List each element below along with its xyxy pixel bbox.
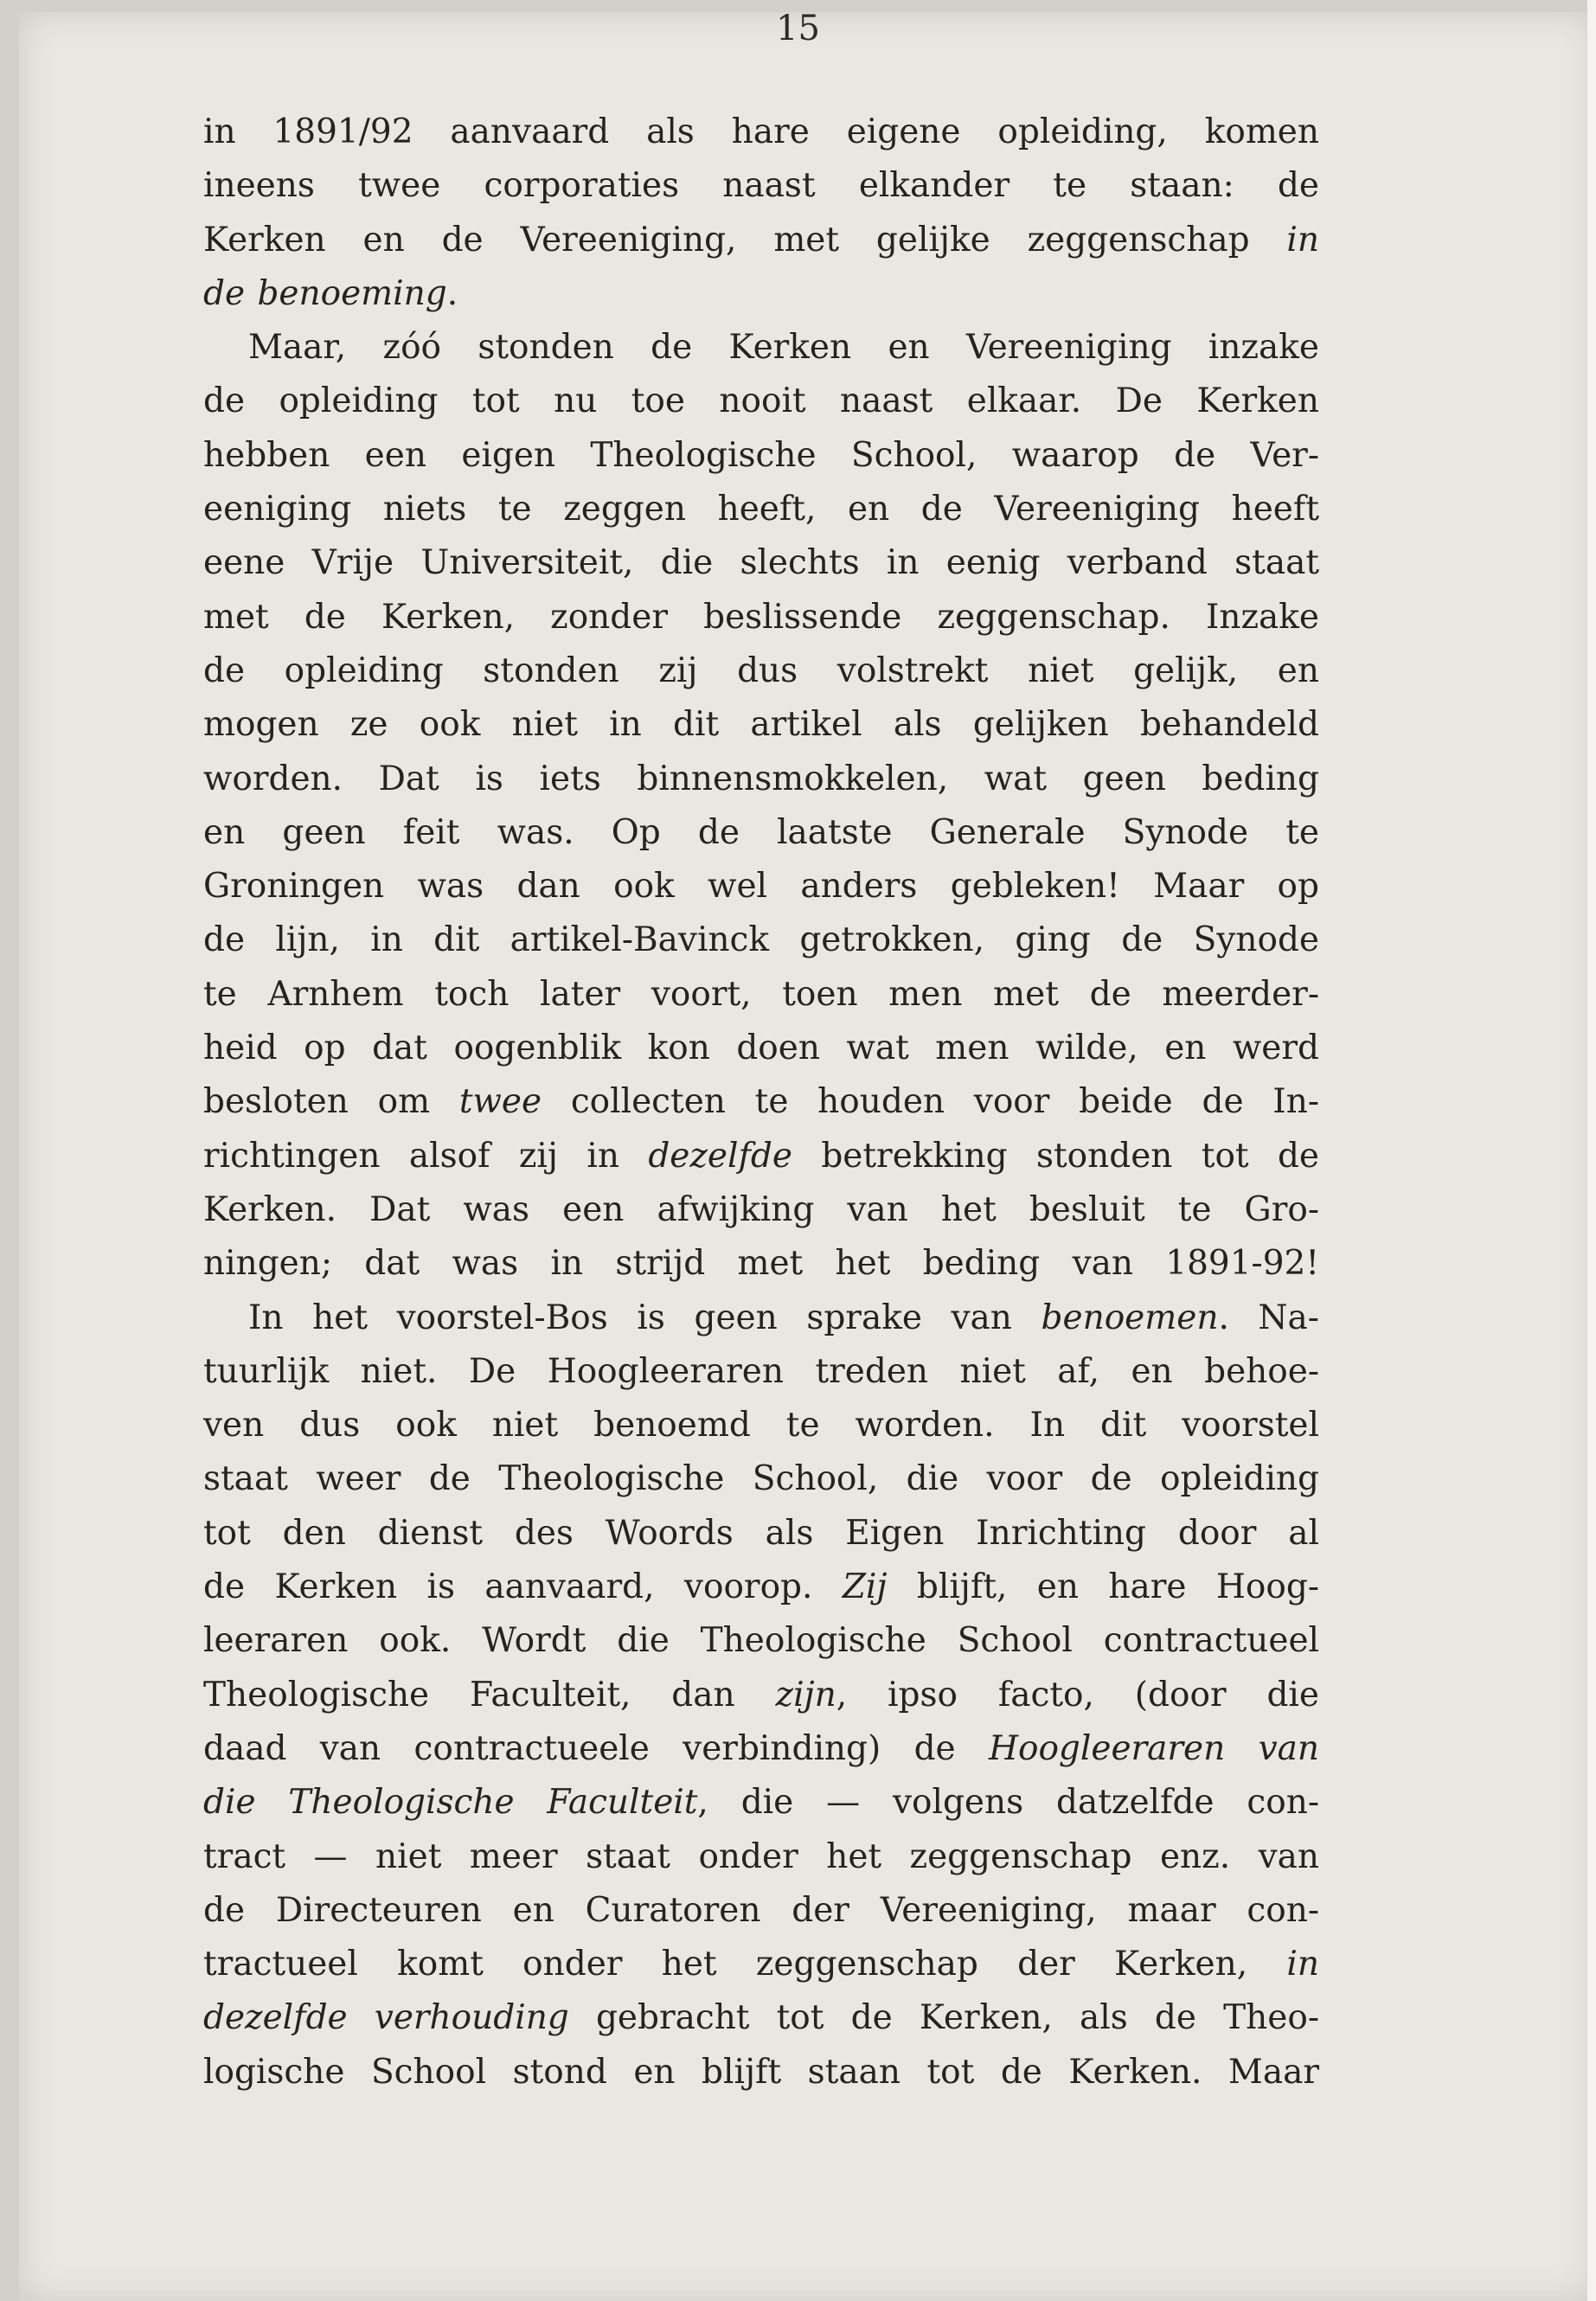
text-segment: staat weer de Theologische School, die voor de opleiding xyxy=(203,1459,1319,1499)
text-segment: de opleiding tot nu toe nooit naast elkaar. De Kerken xyxy=(203,381,1319,421)
text-segment: tot den dienst des Woords als Eigen Inrichting door al xyxy=(203,1513,1319,1553)
text-line xyxy=(203,806,1319,860)
text-segment: . Na- xyxy=(1218,1298,1319,1337)
italic-text: Zij xyxy=(842,1567,888,1607)
text-line xyxy=(203,1991,1319,2045)
text-line xyxy=(203,1507,1319,1561)
text-segment: Theologische Faculteit, dan xyxy=(203,1675,776,1715)
text-line xyxy=(203,1884,1319,1938)
text-line xyxy=(203,375,1319,428)
italic-text: twee xyxy=(458,1082,542,1122)
text-segment: de Directeuren en Curatoren der Vereeniging, maar con- xyxy=(203,1890,1319,1930)
italic-text: de benoeming xyxy=(203,273,447,313)
text-segment: eene Vrije Universiteit, die slechts in eenig verband staat xyxy=(203,543,1319,583)
text-line xyxy=(203,968,1319,1022)
text-segment: en geen feit was. Op de laatste Generale Synode te xyxy=(203,812,1319,852)
text-line xyxy=(203,1345,1319,1399)
text-line xyxy=(203,1776,1319,1830)
text-line xyxy=(203,1130,1319,1183)
text-line xyxy=(203,536,1319,590)
text-line xyxy=(203,1938,1319,1991)
text-segment: hebben een eigen Theologische School, waarop de Ver- xyxy=(203,435,1319,475)
text-line xyxy=(203,1183,1319,1237)
text-line xyxy=(203,1399,1319,1452)
text-segment: , ipso facto, (door die xyxy=(836,1675,1319,1715)
italic-text: Hoogleeraren van xyxy=(988,1728,1319,1768)
text-line xyxy=(203,1830,1319,1884)
text-line xyxy=(203,159,1319,213)
text-segment: leeraren ook. Wordt die Theologische School contractueel xyxy=(203,1621,1319,1661)
italic-text: zijn xyxy=(775,1675,836,1715)
text-segment: richtingen alsof zij in xyxy=(203,1136,649,1176)
text-line xyxy=(203,1022,1319,1075)
text-segment: de Kerken is aanvaard, voorop. xyxy=(203,1567,843,1607)
text-segment: heid op dat oogenblik kon doen wat men wilde, en werd xyxy=(203,1029,1319,1068)
text-segment: de opleiding stonden zij dus volstrekt niet gelijk, en xyxy=(203,651,1319,690)
text-segment: te Arnhem toch later voort, toen men met de meerder- xyxy=(203,974,1319,1014)
text-line xyxy=(203,1614,1319,1668)
text-segment: . xyxy=(446,273,458,313)
text-segment: logische School stond en blijft staan tot de Kerken. Maar xyxy=(203,2052,1319,2092)
text-segment: tract — niet meer staat onder het zeggenschap enz. van xyxy=(203,1836,1319,1876)
text-segment: tuurlijk niet. De Hoogleeraren treden niet af, en behoe- xyxy=(203,1351,1319,1391)
text-line xyxy=(203,1722,1319,1776)
italic-text: dezelfde verhouding xyxy=(203,1998,569,2038)
text-line xyxy=(203,321,1319,375)
text-line xyxy=(203,1292,1319,1345)
text-segment: ven dus ook niet benoemd te worden. In dit voorstel xyxy=(203,1406,1319,1445)
text-segment: betrekking stonden tot de xyxy=(792,1136,1320,1176)
text-line xyxy=(203,860,1319,913)
text-segment: daad van contractueele verbinding) de xyxy=(203,1728,989,1768)
page-number: 15 xyxy=(776,9,820,48)
text-segment: Kerken en de Vereeniging, met gelijke zeggenschap xyxy=(203,220,1287,260)
text-line xyxy=(203,1075,1319,1129)
text-line xyxy=(203,2046,1319,2099)
text-line xyxy=(203,698,1319,752)
text-segment: tractueel komt onder het zeggenschap der Kerken, xyxy=(203,1945,1287,1984)
italic-text: in xyxy=(1286,1945,1319,1984)
text-segment: ningen; dat was in strijd met het beding van 1891-92! xyxy=(203,1244,1319,1284)
text-segment: de lijn, in dit artikel-Bavinck getrokken, ging de Synode xyxy=(203,920,1319,960)
italic-text: in xyxy=(1286,220,1319,260)
text-line xyxy=(203,267,1319,321)
text-segment: eeniging niets te zeggen heeft, en de Vereeniging heeft xyxy=(203,490,1319,529)
body-text xyxy=(203,106,1319,2099)
text-line xyxy=(203,1452,1319,1506)
text-line xyxy=(203,753,1319,806)
text-segment: mogen ze ook niet in dit artikel als gelijken behandeld xyxy=(203,705,1319,745)
text-line xyxy=(203,1237,1319,1291)
text-segment: met de Kerken, zonder beslissende zeggenschap. Inzake xyxy=(203,597,1319,637)
text-line xyxy=(203,644,1319,698)
text-segment: ineens twee corporaties naast elkander te staan: de xyxy=(203,166,1319,206)
italic-text: dezelfde xyxy=(648,1136,792,1176)
text-line xyxy=(203,214,1319,267)
text-segment: gebracht tot de Kerken, als de Theo- xyxy=(568,1998,1319,2038)
text-segment: , die — volgens datzelfde con- xyxy=(697,1783,1319,1823)
text-segment: blijft, en hare Hoog- xyxy=(887,1567,1319,1607)
text-segment: in 1891/92 aanvaard als hare eigene opleiding, komen xyxy=(203,112,1319,151)
text-line xyxy=(203,106,1319,159)
text-segment: Maar, zóó stonden de Kerken en Vereeniging inzake xyxy=(248,328,1319,368)
italic-text: benoemen xyxy=(1041,1298,1219,1337)
text-segment: besloten om xyxy=(203,1082,459,1122)
text-segment: In het voorstel-Bos is geen sprake van xyxy=(248,1298,1042,1337)
text-line xyxy=(203,1669,1319,1722)
text-line xyxy=(203,913,1319,967)
text-line xyxy=(203,1561,1319,1614)
page-edge xyxy=(1587,0,1596,2301)
text-line xyxy=(203,591,1319,644)
text-segment: Groningen was dan ook wel anders gebleken! Maar op xyxy=(203,867,1319,907)
text-line xyxy=(203,483,1319,536)
italic-text: die Theologische Faculteit xyxy=(203,1783,698,1823)
text-line xyxy=(203,429,1319,483)
text-segment: Kerken. Dat was een afwijking van het besluit te Gro- xyxy=(203,1189,1319,1229)
text-segment: collecten te houden voor beide de In- xyxy=(542,1082,1319,1122)
text-segment: worden. Dat is iets binnensmokkelen, wat geen beding xyxy=(203,759,1319,798)
